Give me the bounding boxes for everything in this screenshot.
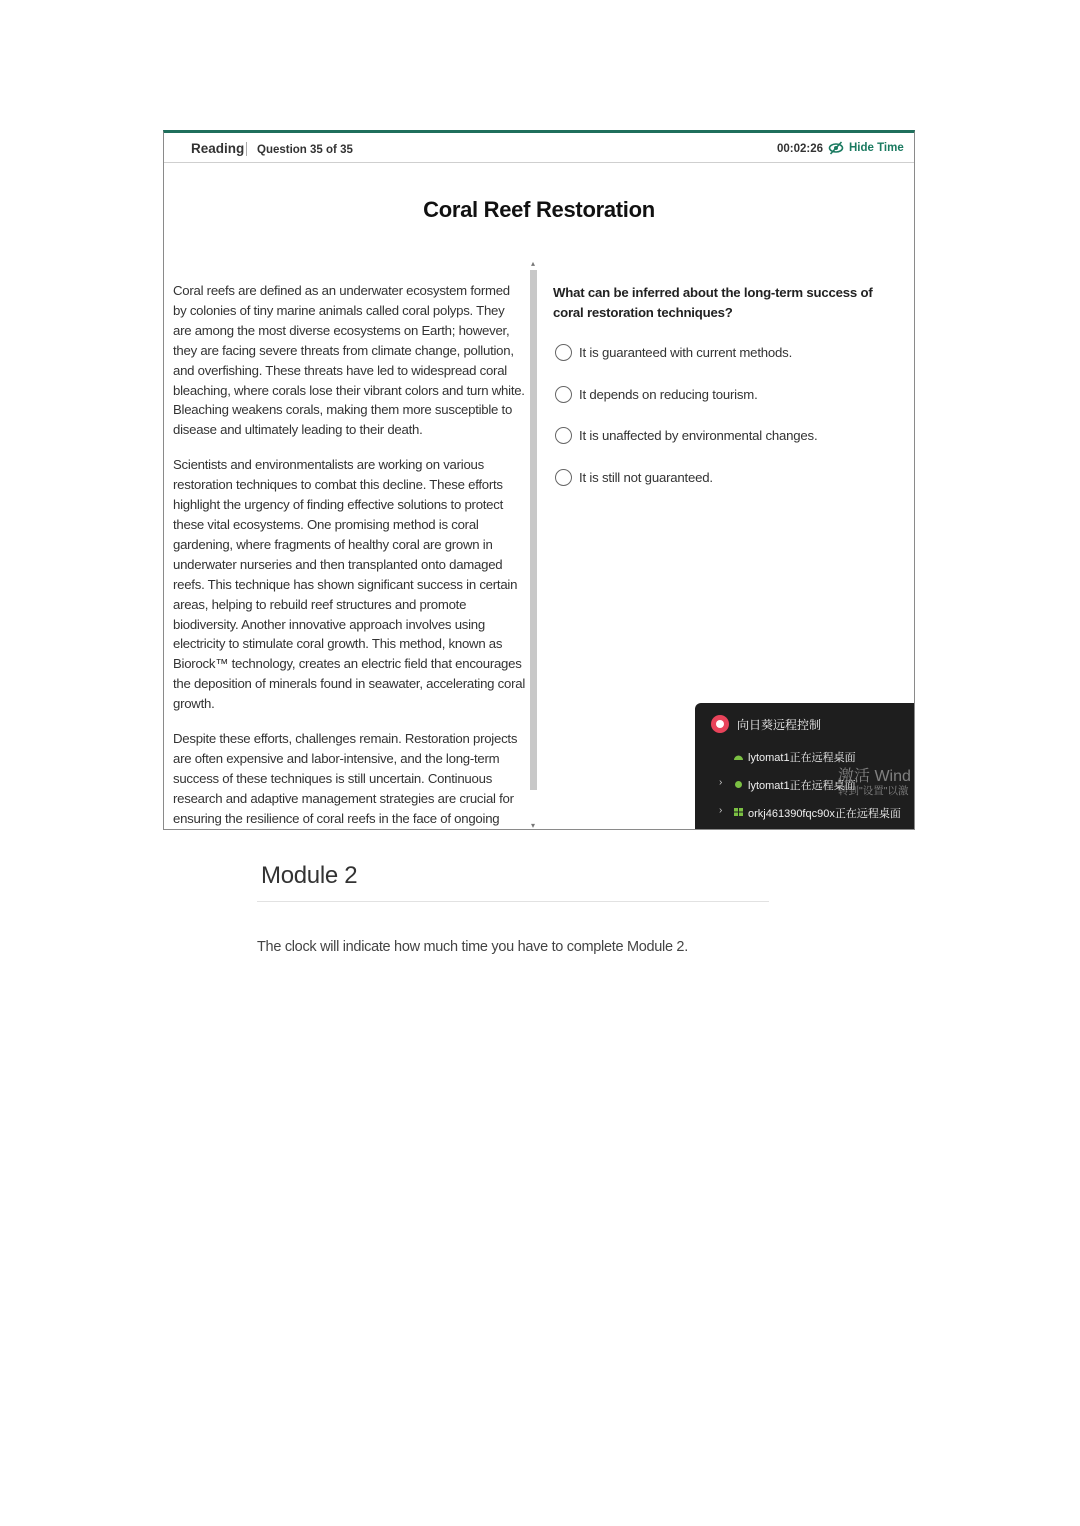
eye-slash-icon[interactable] bbox=[828, 141, 844, 155]
option-label: It is unaffected by environmental changes. bbox=[579, 428, 818, 443]
answer-option-c[interactable] bbox=[553, 426, 903, 468]
passage-paragraph: Coral reefs are defined as an underwater ecosystem formed by colonies of tiny marine animals called coral polyps. They are among the most diverse ecosystems on Earth; however, they are facing severe threats from climate change, pollution, and overfishing. These threats have led to widespread coral bleaching, where corals lose their vibrant colors and turn white. Bleaching weakens corals, making them more susceptible to disease and ultimately leading to their death. bbox=[173, 283, 525, 438]
radio-button[interactable] bbox=[555, 386, 572, 403]
scroll-down-arrow-icon[interactable]: ▾ bbox=[531, 821, 536, 830]
chevron-right-icon[interactable]: › bbox=[719, 805, 723, 816]
remote-session-label: orkj461390fqc90x正在远程桌面 bbox=[748, 808, 901, 820]
remote-session-label: lytomat1正在远程桌面 bbox=[748, 752, 856, 764]
answer-option-a[interactable] bbox=[553, 343, 903, 385]
remote-control-popup bbox=[695, 703, 915, 830]
passage-title: Coral Reef Restoration bbox=[423, 197, 655, 222]
divider bbox=[246, 142, 247, 156]
radio-button[interactable] bbox=[555, 344, 572, 361]
windows-icon bbox=[733, 808, 744, 816]
android-icon bbox=[733, 752, 744, 760]
option-label: It is guaranteed with current methods. bbox=[579, 345, 793, 360]
passage-paragraph: Scientists and environmentalists are working on various restoration techniques to combat this decline. These efforts highlight the urgency of finding effective solutions to protect these vital ecosystems. One promising method is coral gardening, where fragments of healthy coral are grown in underwater nurseries and then transplanted onto damaged reefs. This technique has shown significant success in certain areas, helping to rebuild reef structures and promote biodiversity. Another innovative approach involves using electricity to stimulate coral growth. This method, known as Biorock™ technology, creates an electric field that encourages the deposition of minerals found in seawater, accelerating coral growth. bbox=[173, 457, 525, 712]
activation-watermark: 激活 Wind bbox=[838, 768, 911, 785]
passage-paragraph: Despite these efforts, challenges remain. Restoration projects are often expensive and labor-intensive, and the long-term success of these techniques is still uncertain. Continuous research and adaptive management strategies are crucial for ensuring the resilience of coral reefs in the face of ongoing bbox=[173, 731, 518, 826]
passage-scrollbar[interactable] bbox=[529, 260, 538, 830]
module-title: Module 2 bbox=[261, 862, 358, 889]
section-label: Reading bbox=[191, 141, 245, 156]
divider bbox=[257, 901, 769, 902]
question-pane bbox=[553, 283, 903, 509]
remote-session-label: lytomat1正在远程桌面 bbox=[748, 780, 856, 792]
remote-session-row[interactable] bbox=[695, 803, 915, 823]
scroll-thumb[interactable] bbox=[530, 270, 537, 790]
answer-options bbox=[553, 343, 903, 509]
question-text: What can be inferred about the long-term success of coral restoration techniques? bbox=[553, 285, 873, 320]
chevron-right-icon[interactable]: › bbox=[719, 777, 723, 788]
activation-watermark-sub: 转到"设置"以激 bbox=[838, 785, 909, 797]
module-info-panel bbox=[163, 830, 915, 1392]
remote-control-title: 向日葵远程控制 bbox=[737, 718, 822, 732]
module-description: The clock will indicate how much time you have to complete Module 2. bbox=[257, 939, 688, 955]
scroll-up-arrow-icon[interactable]: ▴ bbox=[531, 259, 536, 268]
apple-icon bbox=[733, 780, 744, 788]
answer-option-b[interactable] bbox=[553, 385, 903, 427]
passage-text[interactable] bbox=[173, 281, 525, 829]
radio-button[interactable] bbox=[555, 427, 572, 444]
option-label: It depends on reducing tourism. bbox=[579, 386, 758, 402]
answer-option-d[interactable] bbox=[553, 468, 903, 510]
option-label: It is still not guaranteed. bbox=[579, 469, 713, 485]
exam-window bbox=[163, 130, 915, 830]
hide-time-button[interactable]: Hide Time bbox=[849, 142, 904, 154]
radio-button[interactable] bbox=[555, 469, 572, 486]
question-counter: Question 35 of 35 bbox=[257, 144, 353, 156]
top-bar bbox=[164, 133, 914, 163]
sunflower-logo-icon bbox=[711, 715, 729, 733]
timer: 00:02:26 bbox=[777, 143, 824, 155]
